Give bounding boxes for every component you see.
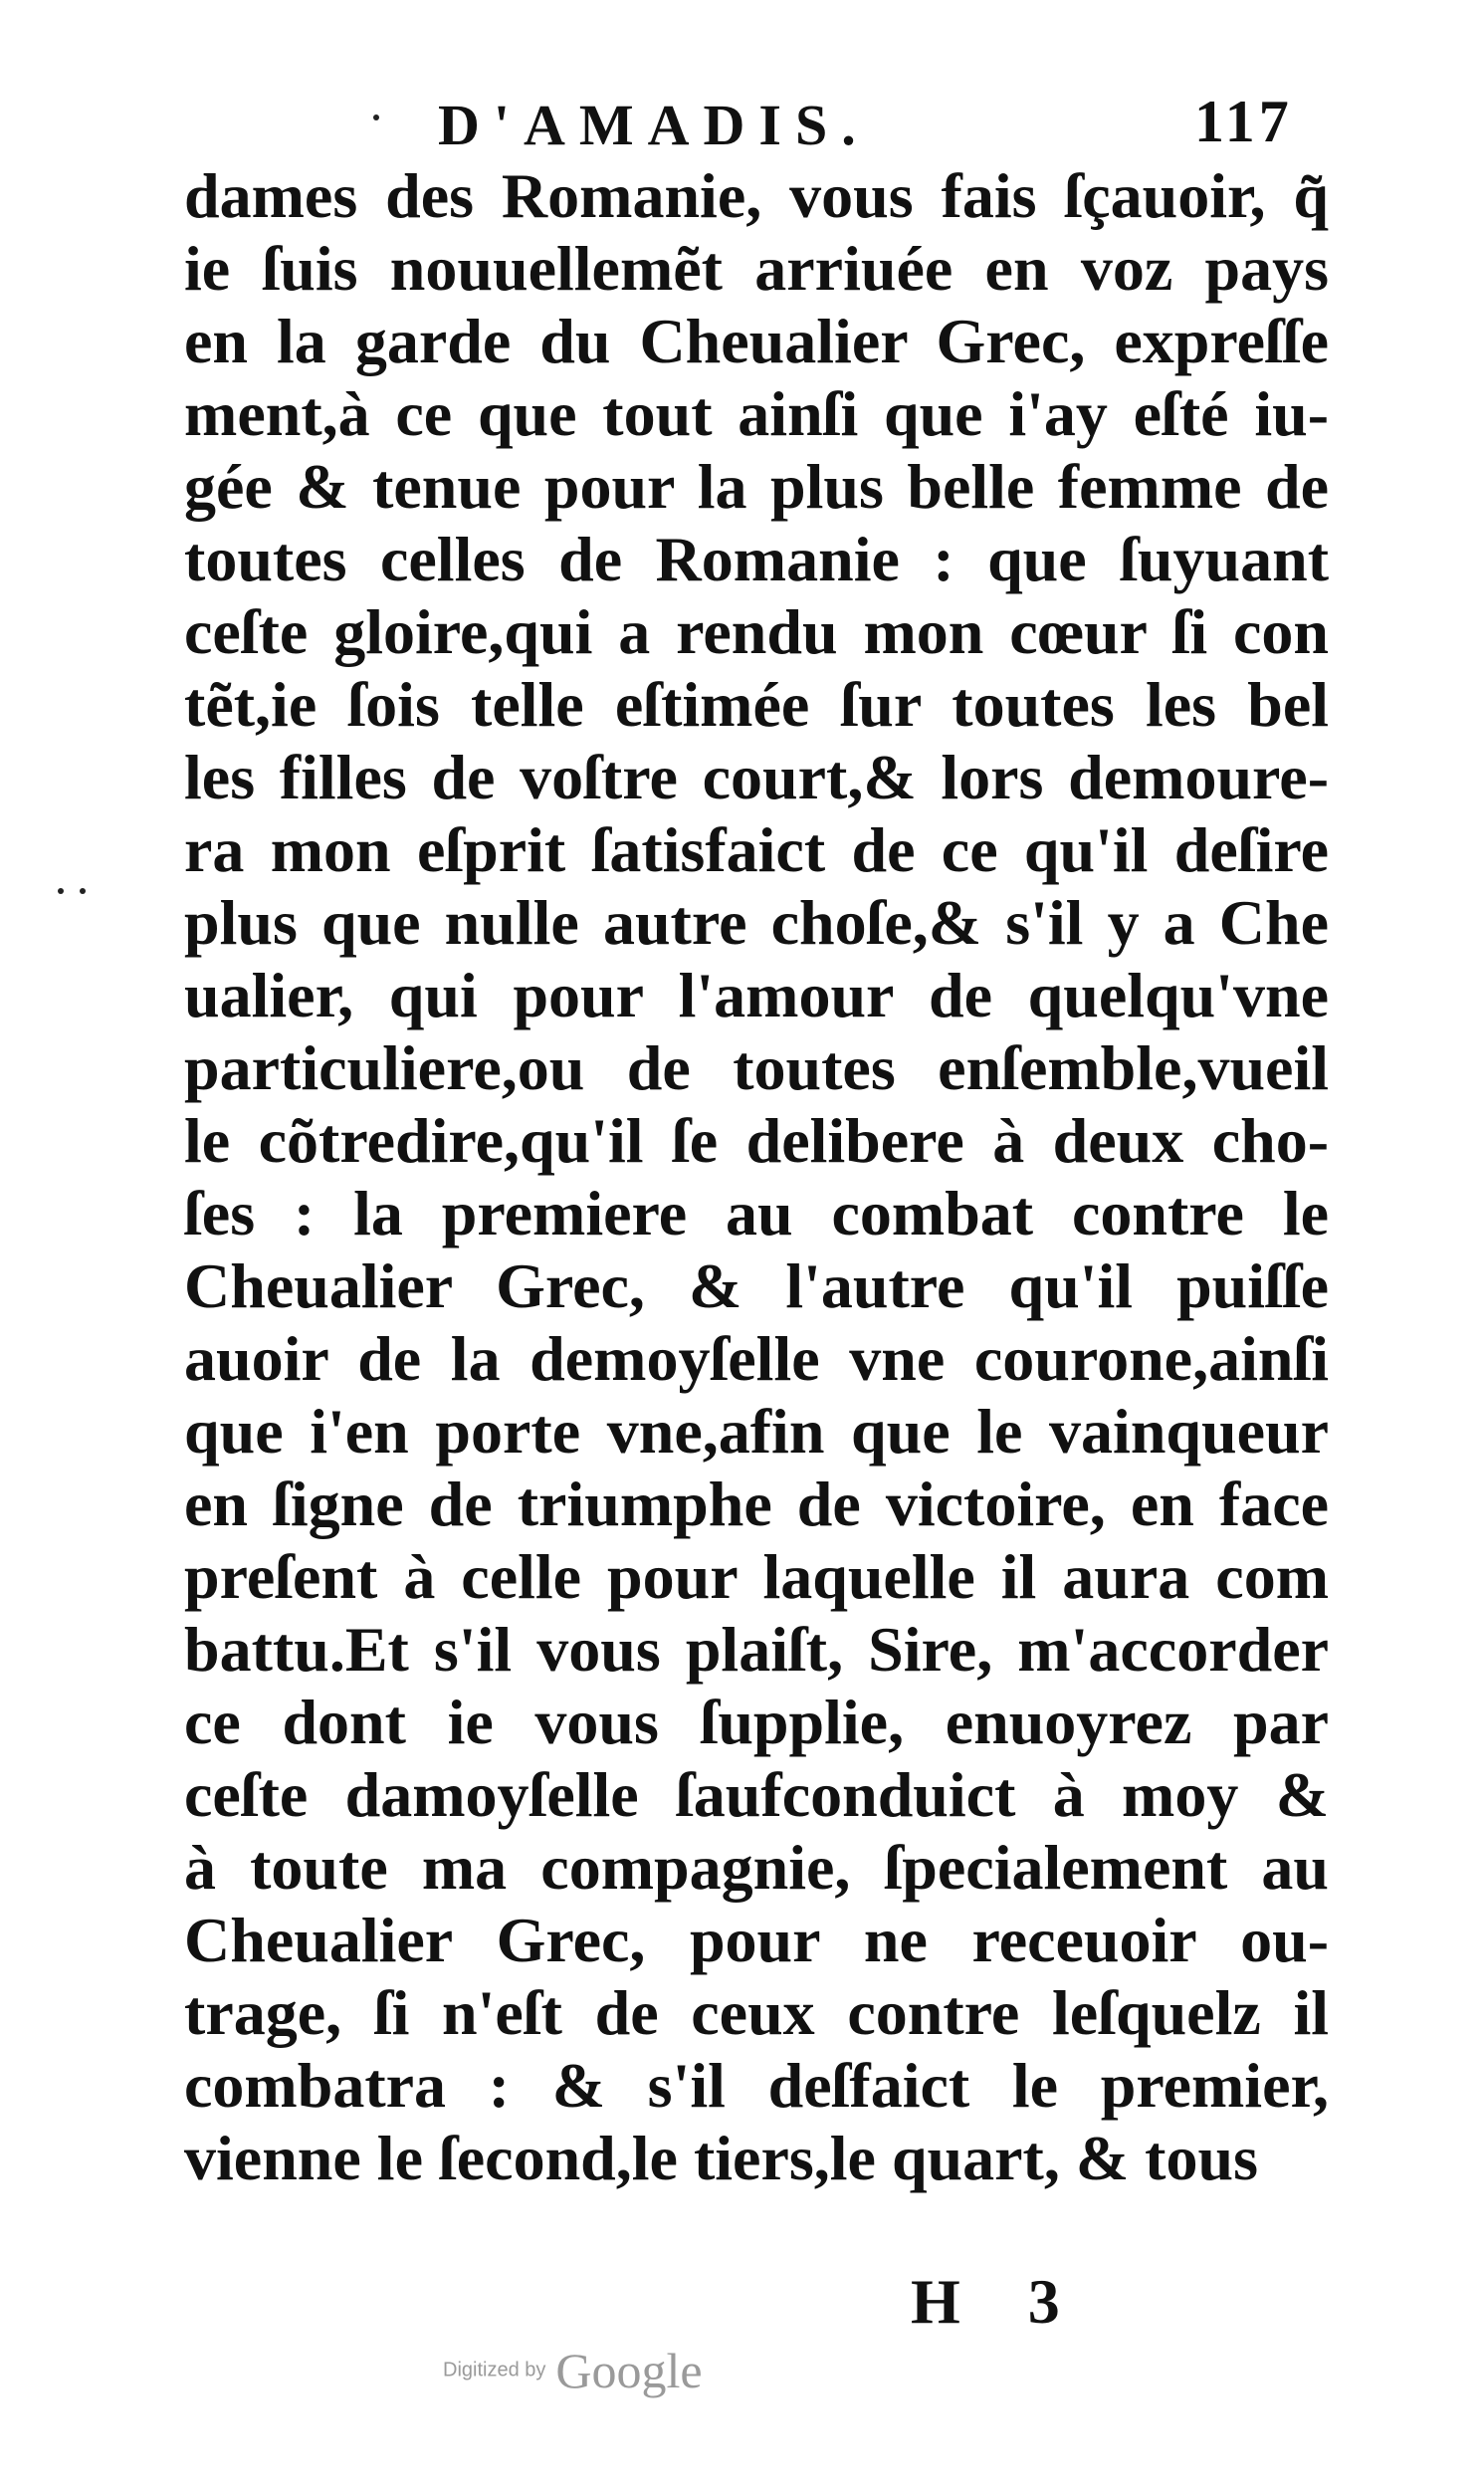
text-line: ce dont ie vous ſupplie, enuoyrez par (184, 1687, 1329, 1757)
text-line: toutes celles de Romanie : que ſuyuant (184, 524, 1329, 594)
text-line: plus que nulle autre choſe,& s'il y a Che (184, 887, 1329, 958)
text-line: ment,à ce que tout ainſi que i'ay eſté iu- (184, 378, 1329, 449)
text-line: trage, ſi n'eſt de ceux contre leſquelz il (184, 1977, 1329, 2048)
text-line: particuliere,ou de toutes enſemble,vueil (184, 1032, 1329, 1103)
watermark-brand: Google (555, 2343, 703, 2398)
text-line: Cheualier Grec, pour ne receuoir ou- (184, 1905, 1329, 1975)
margin-speck (58, 888, 64, 894)
text-line: preſent à celle pour laquelle il aura com (184, 1541, 1329, 1612)
body-text (184, 159, 1329, 2194)
text-line: que i'en porte vne,afin que le vainqueur (184, 1396, 1329, 1467)
text-line: Cheualier Grec, & l'autre qu'il puiſſe (184, 1250, 1329, 1321)
text-line: les filles de voſtre court,& lors demoure- (184, 742, 1329, 812)
digitization-watermark (443, 2342, 703, 2399)
page-number: 117 (1194, 89, 1293, 154)
watermark-prefix: Digitized by (443, 2359, 546, 2381)
text-line: battu.Et s'il vous plaiſt, Sire, m'accorder (184, 1614, 1329, 1685)
text-line: ſes : la premiere au combat contre le (184, 1178, 1329, 1248)
running-head: D'AMADIS. (438, 93, 870, 157)
text-line: gée & tenue pour la plus belle femme de (184, 451, 1329, 522)
text-line: ra mon eſprit ſatisfaict de ce qu'il deſire (184, 814, 1329, 885)
text-line: ualier, qui pour l'amour de quelqu'vne (184, 960, 1329, 1030)
text-line: à toute ma compagnie, ſpecialement au (184, 1832, 1329, 1903)
text-line: dames des Romanie, vous fais ſçauoir, q̃ (184, 160, 1329, 231)
text-line: ceſte gloire,qui a rendu mon cœur ſi con (184, 596, 1329, 667)
signature-mark: H 3 (911, 2266, 1086, 2337)
text-line: tẽt,ie ſois telle eſtimée ſur toutes les bel (184, 669, 1329, 740)
text-line: en ſigne de triumphe de victoire, en face (184, 1469, 1329, 1539)
text-line: ceſte damoyſelle ſaufconduict à moy & (184, 1759, 1329, 1830)
text-line: vienne le ſecond,le tiers,le quart, & tous (184, 2123, 1258, 2193)
text-line: combatra : & s'il deſfaict le premier, (184, 2050, 1329, 2121)
margin-speck (80, 888, 86, 894)
text-line: en la garde du Cheualier Grec, expreſſe (184, 306, 1329, 376)
text-line: auoir de la demoyſelle vne courone,ainſi (184, 1323, 1329, 1394)
text-line: ie ſuis nouuellemẽt arriuée en voz pays (184, 233, 1329, 304)
margin-speck (373, 114, 379, 120)
text-line: le cõtredire,qu'il ſe delibere à deux cho- (184, 1105, 1329, 1176)
